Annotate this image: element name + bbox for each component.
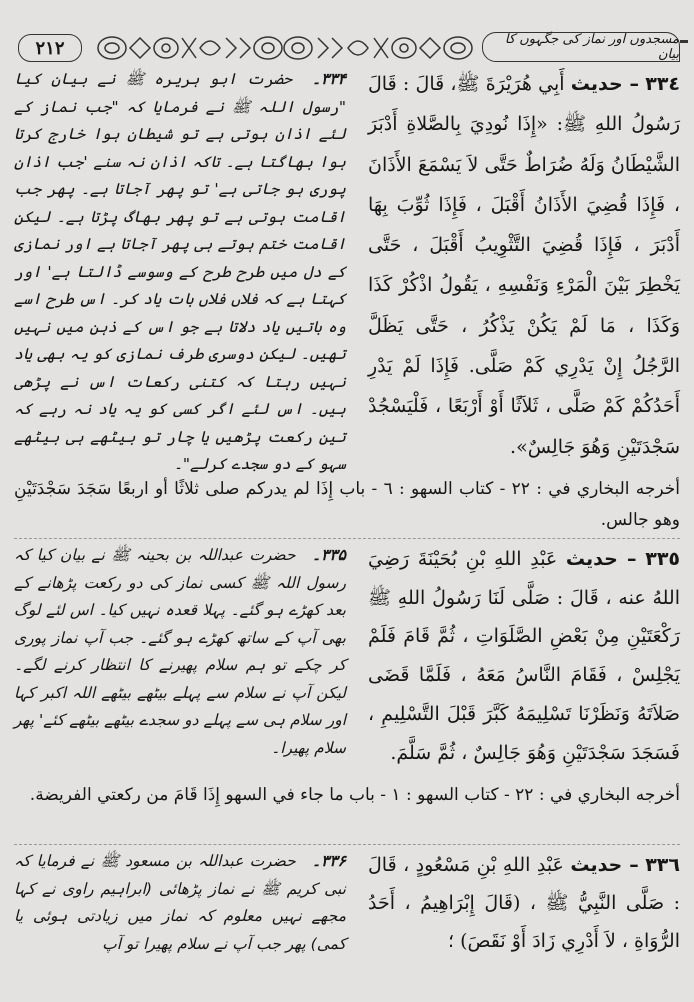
hadith-label: – حديث bbox=[570, 854, 639, 876]
hadith-336-arabic bbox=[368, 846, 680, 960]
hadith-334-arabic bbox=[368, 64, 680, 467]
hadith-335-urdu bbox=[14, 542, 346, 762]
page-number: ۲۱۲ bbox=[18, 34, 82, 62]
hadith-336-urdu bbox=[14, 848, 346, 958]
hadith-text: أَبِي هُرَيْرَةَ ﷺ، قَالَ : قَالَ رَسُولُ اللهِ ﷺ: «إِذَا نُودِيَ بِالصَّلاةِ أَدْبَرَ الشَّيْطَانُ وَلَهُ ضُرَاطٌ حَتَّى لاَ يَسْمَعَ الأَذَانَ ، فَإِذَا قُضِيَ الأَذَانُ أَقْبَلَ ، فَإِذَا ثُوِّبَ بِهَا أَدْبَرَ ، فَإِذَا قُضِيَ التَّثْوِيبُ أَقْبَلَ ، حَتَّى يَخْطِرَ بَيْنَ الْمَرْءِ وَنَفْسِهِ ، يَقُولُ اذْكُرْ كَذَا وَكَذَا ، مَا لَمْ يَكُنْ يَذْكُرُ ، حَتَّى يَظَلَّ الرَّجُلُ إِنْ يَدْرِي كَمْ صَلَّى. فَإِذَا لَمْ يَدْرِ أَحَدُكُمْ كَمْ صَلَّى ، ثَلاَثًا أَوْ أَرْبَعًا ، فَلْيَسْجُدْ سَجْدَتَيْنِ وَهُوَ جَالِسٌ». bbox=[368, 73, 680, 458]
urdu-translation-text: حضرت عبداللہ بن بحینہ ﷺ نے بیان کیا کہ رسول اللہ ﷺ کسی نماز کی دو رکعت پڑھانے کے بعد کھڑے ہو گئے۔ پہلا قعدہ نہیں کیا۔ اس لئے لوگ بھی آپ کے ساتھ کھڑے ہو گئے۔ جب آپ نماز پوری کر چکے تو ہم سلام پھیرنے کا انتظار کرنے لگے۔ لیکن آپ نے سلام سے پہلے بیٹھے بیٹھے اللہ اکبر کہا اور سلام ہی سے پہلے دو سجدے بیٹھے بیٹھے کئے' پھر سلام پھیرا۔ bbox=[14, 546, 346, 757]
hadith-text: عَبْدِ اللهِ بْنِ مَسْعُودٍ ، قَالَ : صَلَّى النَّبِيُّ ﷺ ، (قَالَ إِبْرَاهِيمُ ، أَحَدُ الرُّوَاةِ ، لاَ أَدْرِي زَادَ أَوْ نَقَصَ) ؛ bbox=[368, 854, 680, 952]
urdu-translation-text: حضرت عبداللہ بن مسعود ﷺ نے فرمایا کہ نبی کریم ﷺ نے نماز پڑھائی (ابراہیم راوی نے کہا مجھے نہیں معلوم کہ نماز میں زیادتی ہوئی یا کمی) پھر جب آپ نے سلام پھیرا تو آپ bbox=[14, 852, 346, 953]
section-divider bbox=[14, 844, 680, 845]
hadith-number: ٣٣٤ bbox=[645, 73, 681, 95]
hadith-335-reference: أخرجه البخاري في : ٢٢ - كتاب السهو : ١ - باب ما جاء في السهو إِذَا قَامَ من ركعتي الفريضة. bbox=[29, 785, 680, 805]
hadith-334-urdu bbox=[14, 66, 346, 479]
hadith-335-arabic bbox=[368, 540, 680, 772]
urdu-hadith-number: ۳۳۵۔ bbox=[311, 546, 346, 564]
urdu-translation-text: حضرت ابو ہریرہ ﷺ نے بیان کیا "رسول اللہ ﷺ نے فرمایا کہ "جب نماز کے لئے اذان ہوتی ہے تو شیطان ہوا خارج کرتا ہوا بھاگتا ہے۔ تاکہ اذان نہ سنے 'جب اذان پوری ہو جاتی ہے' تو پھر آجاتا ہے۔ پھر جب اقامت ہوتی ہے تو پھر بھاگ پڑتا ہے۔ لیکن اقامت ختم ہوتے ہی پھر آجاتا ہے اور نمازی کے دل میں طرح طرح کے وسوسے ڈالتا ہے' اور کہتا ہے کہ فلاں فلاں بات یاد کر۔ اس طرح اسے وہ باتیں یاد دلاتا ہے جو اس کے ذہن میں نہیں تھیں۔ لیکن دوسری طرف نمازی کو یہ بھی یاد نہیں رہتا کہ کتنی رکعات اس نے پڑھی ہیں۔ اس لئے اگر کسی کو یہ یاد نہ رہے کہ تین رکعت پڑھیں یا چار تو بیٹھے ہی بیٹھے سہو کے دو سجدے کرلے"۔ bbox=[14, 70, 346, 473]
hadith-label: – حديث bbox=[565, 548, 637, 570]
hadith-number: ٣٣٥ bbox=[645, 548, 681, 570]
section-divider bbox=[14, 538, 680, 539]
chapter-title: مسجدوں اور نماز کی جگہوں کا بیان bbox=[482, 32, 680, 62]
hadith-number: ٣٣٦ bbox=[645, 854, 680, 876]
hadith-334-reference: أخرجه البخاري في : ٢٢ - كتاب السهو : ٦ - باب إِذَا لم يدركم صلى ثلاثًا أو اربعًا سَجَدَ سَجْدَتَيْنِ وهو جالس. bbox=[14, 479, 681, 530]
header-corner-mark bbox=[680, 40, 688, 43]
hadith-label: – حديث bbox=[570, 73, 639, 95]
decorative-border-ornament bbox=[92, 32, 476, 64]
urdu-hadith-number: ۳۳۴۔ bbox=[311, 70, 346, 88]
hadith-text: عَبْدِ اللهِ بْنِ بُحَيْنَةَ رَضِيَ اللهُ عنه ، قَالَ : صَلَّى لَنَا رَسُولُ اللهِ ﷺ رَكْعَتَيْنِ مِنْ بَعْضِ الصَّلَوَاتِ ، ثُمَّ قَامَ فَلَمْ يَجْلِسْ ، فَقَامَ النَّاسُ مَعَهُ ، فَلَمَّا قَضَى صَلاَتَهُ وَنَظَرْنَا تَسْلِيمَهُ كَبَّرَ قَبْلَ التَّسْلِيمِ ، فَسَجَدَ سَجْدَتَيْنِ وَهُوَ جَالِسٌ ، ثُمَّ سَلَّمَ. bbox=[368, 548, 680, 764]
urdu-hadith-number: ۳۳۶۔ bbox=[311, 852, 346, 870]
